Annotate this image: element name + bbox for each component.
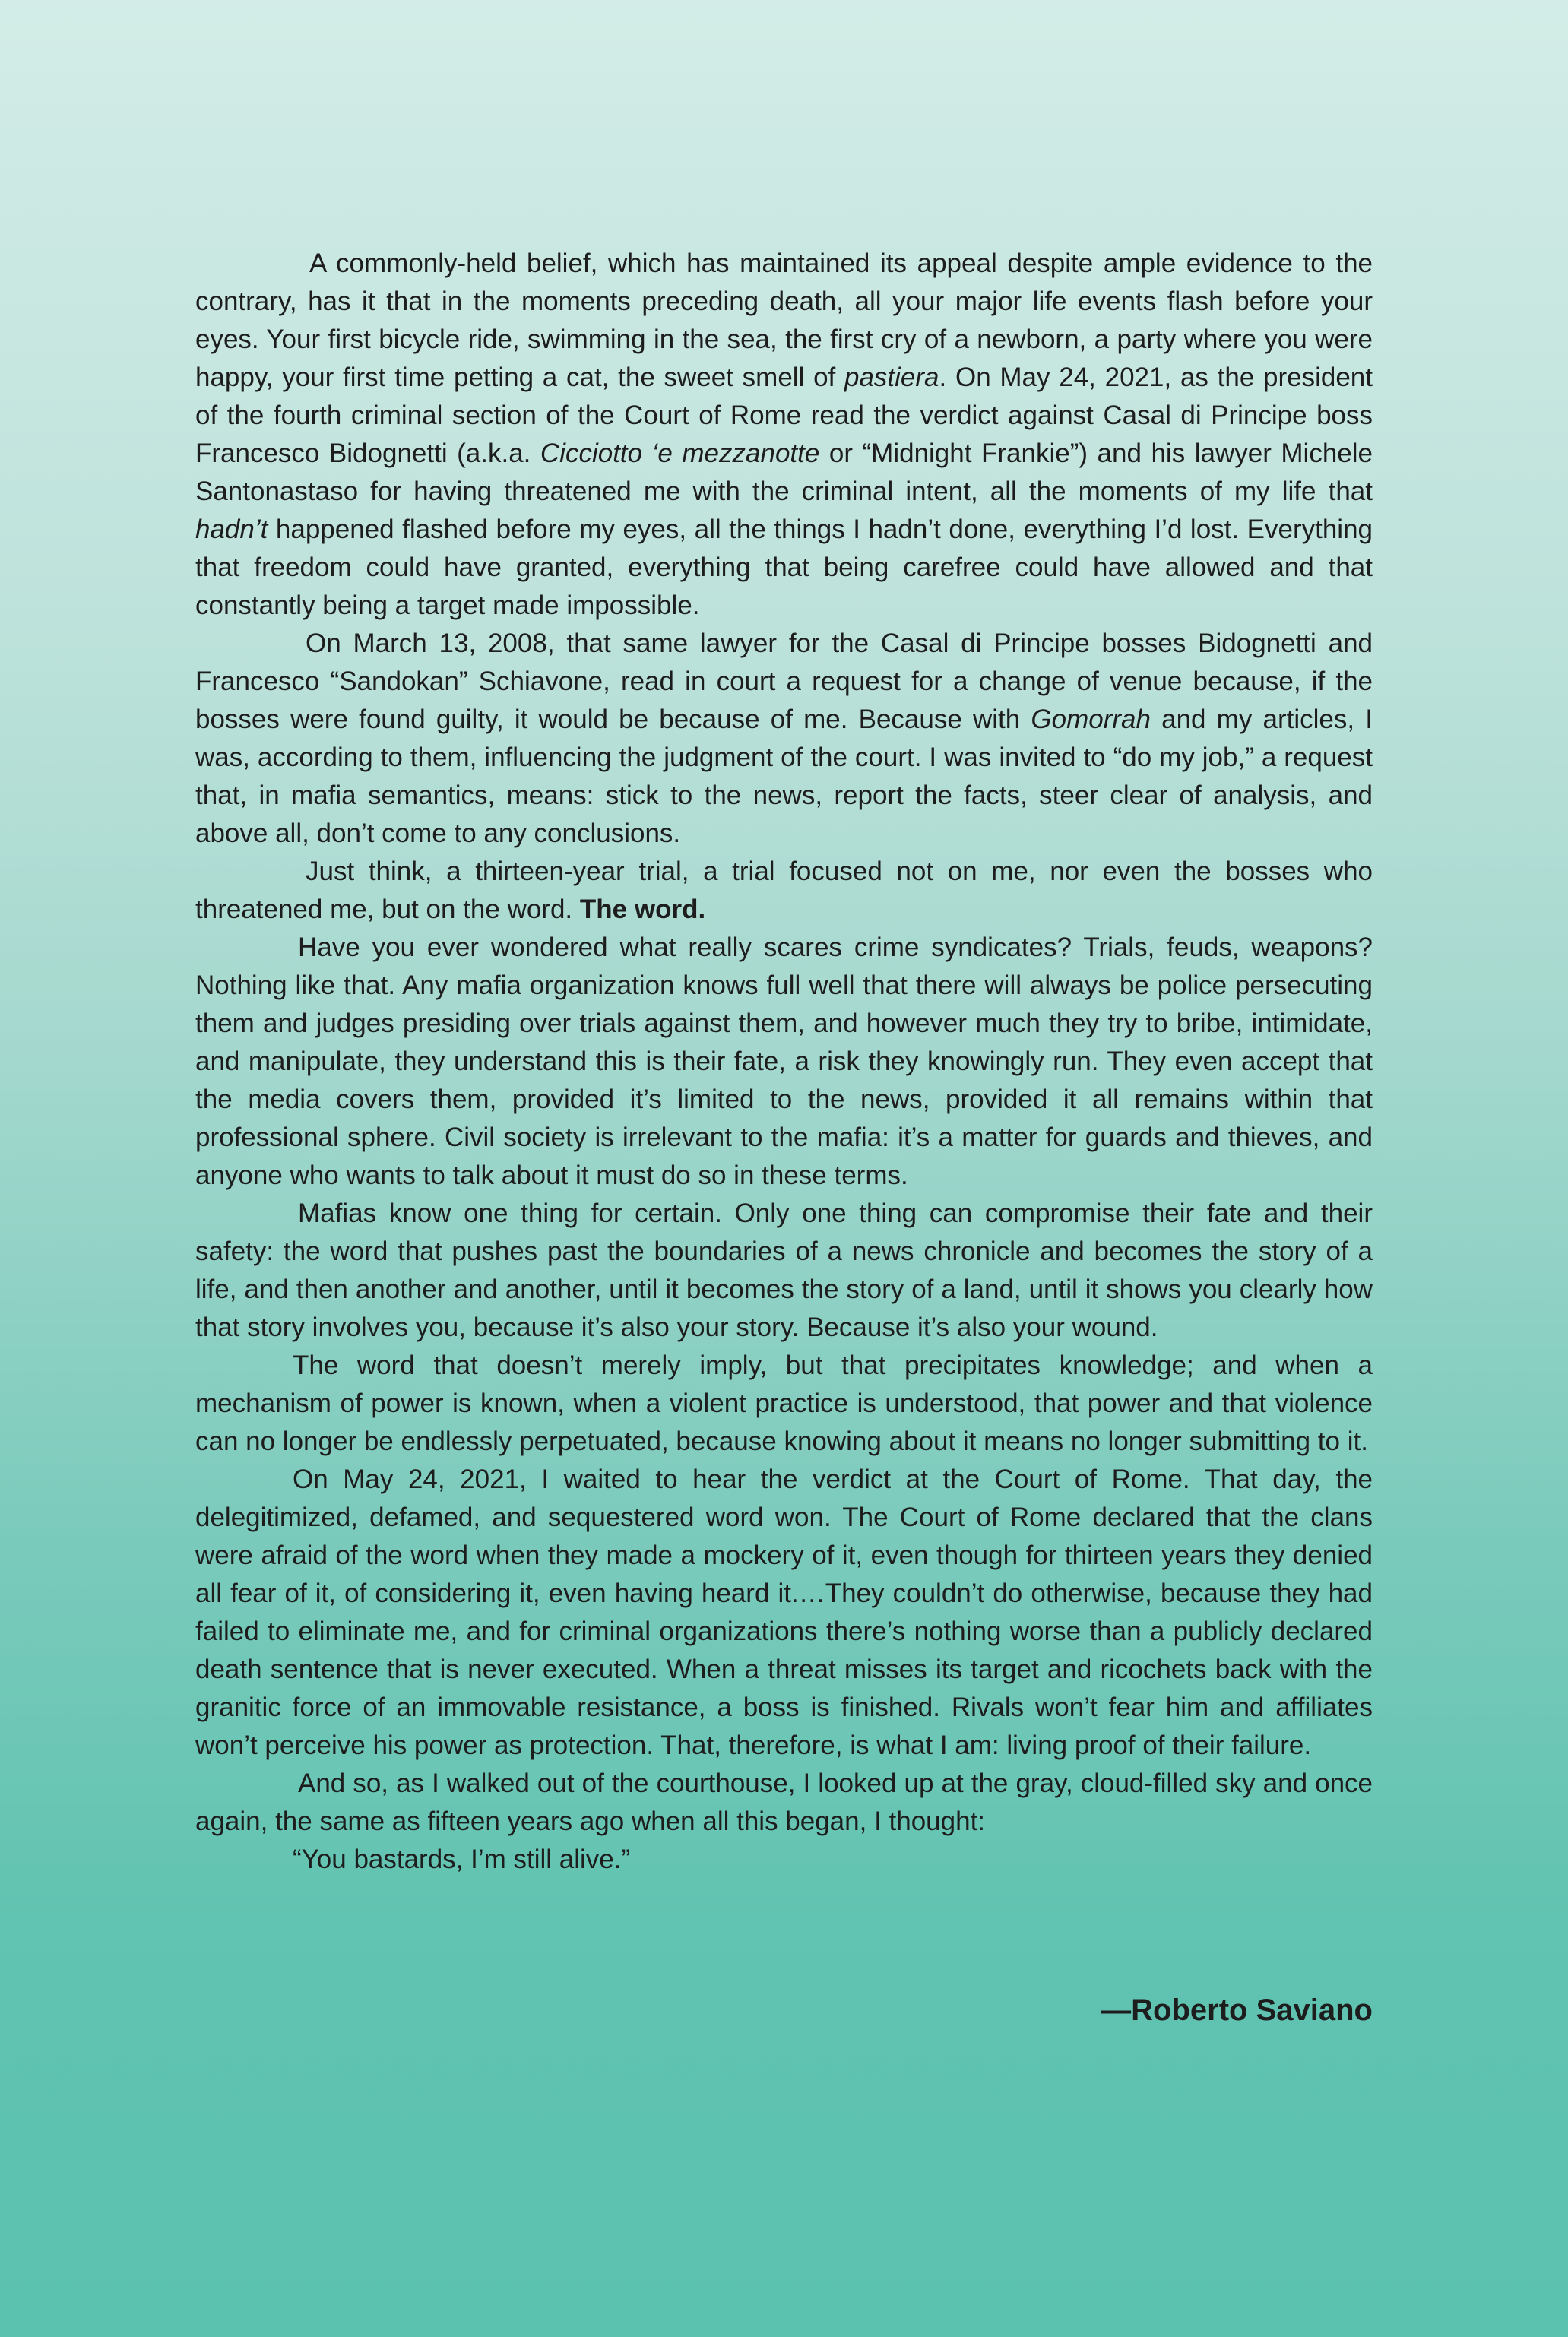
paragraph-1-italic-hadnt: hadn’t	[195, 515, 268, 544]
closing-quote: “You bastards, I’m still alive.”	[293, 1845, 631, 1874]
paragraph-3-bold-the-word: The word.	[579, 895, 706, 924]
essay-body	[195, 245, 1373, 1879]
paragraph-1-text-e: or “Midnight Frankie”) and his lawyer Michele Santonastaso for having threatened me with the criminal intent, all the moments of my life that	[195, 439, 1373, 506]
paragraph-2-text-c: and my articles, I was, according to them, influencing the judgment of the court. I was invited to “do my job,” a request that, in mafia semantics, means: stick to the news, report the facts, steer clear of analysis, and above all, don’t come to any conclusions.	[195, 705, 1373, 848]
paragraph-2-italic-gomorrah: Gomorrah	[1031, 705, 1151, 734]
paragraph-3-text-a: Just think, a thirteen-year trial, a trial focused not on me, nor even the bosses who threatened me, but on the word.	[195, 857, 1373, 924]
paragraph-5: Mafias know one thing for certain. Only one thing can compromise their fate and their safety: the word that pushes past the boundaries of a news chronicle and becomes the story of a life, and then another and another, until it becomes the story of a land, until it shows you clearly how that story involves you, because it’s also your story. Because it’s also your wound.	[195, 1199, 1373, 1342]
paragraph-3	[195, 853, 1373, 929]
paragraph-2-text-a: On March 13, 2008, that same lawyer for the Casal di Principe bosses Bidognetti and Francesco “Sandokan” Schiavone, read in court a request for a change of venue because, if the bosses were found guilty, it would be because of me. Because with	[195, 629, 1373, 734]
author-signature: —Roberto Saviano	[1101, 1993, 1373, 2027]
paragraph-8: And so, as I walked out of the courthouse, I looked up at the gray, cloud-filled sky and once again, the same as fifteen years ago when all this began, I thought:	[195, 1769, 1373, 1836]
paragraph-2	[195, 625, 1373, 853]
paragraph-1-text-a: A commonly-held belief, which has maintained its appeal despite ample evidence to the contrary, has it that in the moments preceding death, all your major life events flash before your eyes. Your first bicycle ride, swimming in the sea, the first cry of a newborn, a party where you were happy, your first time petting a cat, the sweet smell of	[195, 249, 1373, 392]
paragraph-1	[195, 245, 1373, 625]
paragraph-1-italic-nickname: Cicciotto ‘e mezzanotte	[540, 439, 820, 468]
paragraph-7: On May 24, 2021, I waited to hear the verdict at the Court of Rome. That day, the delegitimized, defamed, and sequestered word won. The Court of Rome declared that the clans were afraid of the word when they made a mockery of it, even though for thirteen years they denied all fear of it, of considering it, even having heard it.…They couldn’t do otherwise, because they had failed to eliminate me, and for criminal organizations there’s nothing worse than a publicly declared death sentence that is never executed. When a threat misses its target and ricochets back with the granitic force of an immovable resistance, a boss is finished. Rivals won’t fear him and affiliates won’t perceive his power as protection. That, therefore, is what I am: living proof of their failure.	[195, 1465, 1373, 1760]
paragraph-1-text-g: happened flashed before my eyes, all the things I hadn’t done, everything I’d lost. Everything that freedom could have granted, everything that being carefree could have allowed and that constantly being a target made impossible.	[195, 515, 1373, 620]
paragraph-6: The word that doesn’t merely imply, but that precipitates knowledge; and when a mechanism of power is known, when a violent practice is understood, that power and that violence can no longer be endlessly perpetuated, because knowing about it means no longer submitting to it.	[195, 1351, 1373, 1456]
paragraph-1-italic-pastiera: pastiera	[844, 363, 939, 392]
paragraph-1-text-c: . On May 24, 2021, as the president of the fourth criminal section of the Court of Rome read the verdict against Casal di Principe boss Francesco Bidognetti (a.k.a.	[195, 363, 1373, 468]
paragraph-4: Have you ever wondered what really scares crime syndicates? Trials, feuds, weapons? Nothing like that. Any mafia organization knows full well that there will always be police persecuting them and judges presiding over trials against them, and however much they try to bribe, intimidate, and manipulate, they understand this is their fate, a risk they knowingly run. They even accept that the media covers them, provided it’s limited to the news, provided it all remains within that professional sphere. Civil society is irrelevant to the mafia: it’s a matter for guards and thieves, and anyone who wants to talk about it must do so in these terms.	[195, 933, 1373, 1190]
